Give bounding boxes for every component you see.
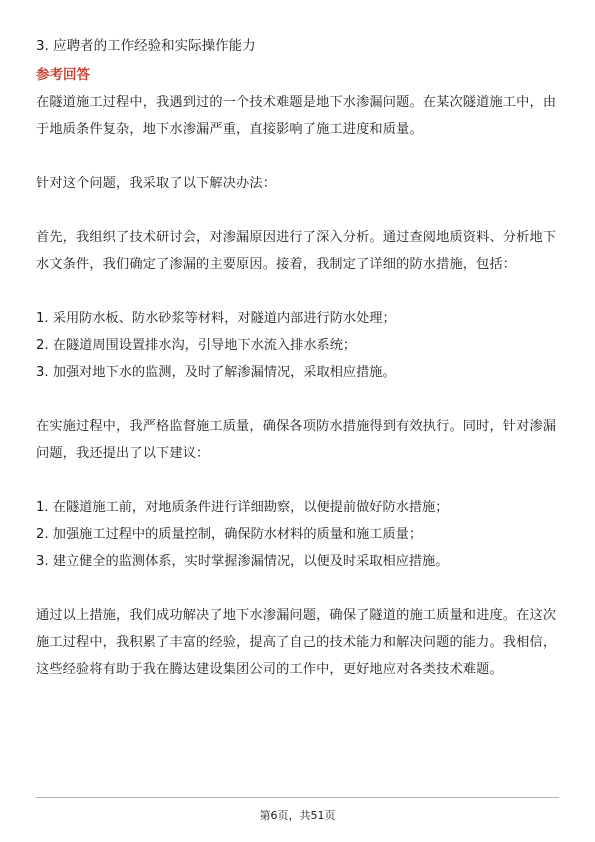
paragraph-intro: 针对这个问题，我采取了以下解决办法： bbox=[36, 176, 277, 191]
paragraph-gap bbox=[36, 467, 566, 494]
list-item: 1. 在隧道施工前，对地质条件进行详细勘察，以便提前做好防水措施； bbox=[36, 500, 449, 515]
paragraph-gap bbox=[36, 143, 566, 170]
paragraph-gap bbox=[36, 197, 566, 224]
paragraph-gap bbox=[36, 575, 566, 602]
list-item: 2. 加强施工过程中的质量控制，确保防水材料的质量和施工质量； bbox=[36, 527, 423, 542]
paragraph-problem: 在隧道施工过程中，我遇到过的一个技术难题是地下水渗漏问题。在某次隧道施工中，由于地质条件复杂，地下水渗漏严重，直接影响了施工进度和质量。 bbox=[36, 95, 557, 137]
paragraph-implementation: 在实施过程中，我严格监督施工质量，确保各项防水措施得到有效执行。同时，针对渗漏问题，我还提出了以下建议： bbox=[36, 419, 557, 461]
answer-label: 参考回答 bbox=[36, 67, 90, 83]
list-item: 3. 建立健全的监测体系，实时掌握渗漏情况，以便及时采取相应措施。 bbox=[36, 554, 449, 569]
list-item: 1. 采用防水板、防水砂浆等材料，对隧道内部进行防水处理； bbox=[36, 311, 396, 326]
measures-list bbox=[36, 305, 566, 386]
list-item: 3. 加强对地下水的监测，及时了解渗漏情况，采取相应措施。 bbox=[36, 365, 396, 380]
paragraph-gap bbox=[36, 278, 566, 305]
question-heading: 3. 应聘者的工作经验和实际操作能力 bbox=[36, 38, 256, 54]
suggestions-list bbox=[36, 494, 566, 575]
paragraph-gap bbox=[36, 386, 566, 413]
page-content bbox=[36, 36, 566, 683]
paragraph-analysis: 首先，我组织了技术研讨会，对渗漏原因进行了深入分析。通过查阅地质资料、分析地下水文条件，我们确定了渗漏的主要原因。接着，我制定了详细的防水措施，包括： bbox=[36, 230, 557, 272]
paragraph-conclusion: 通过以上措施，我们成功解决了地下水渗漏问题，确保了隧道的施工质量和进度。在这次施工过程中，我积累了丰富的经验，提高了自己的技术能力和解决问题的能力。我相信，这些经验将有助于我在腾达建设集团公司的工作中，更好地应对各类技术难题。 bbox=[36, 608, 557, 677]
list-item: 2. 在隧道周围设置排水沟，引导地下水流入排水系统； bbox=[36, 338, 357, 353]
footer-divider bbox=[36, 797, 559, 798]
page-number: 第6页，共51页 bbox=[259, 809, 336, 822]
